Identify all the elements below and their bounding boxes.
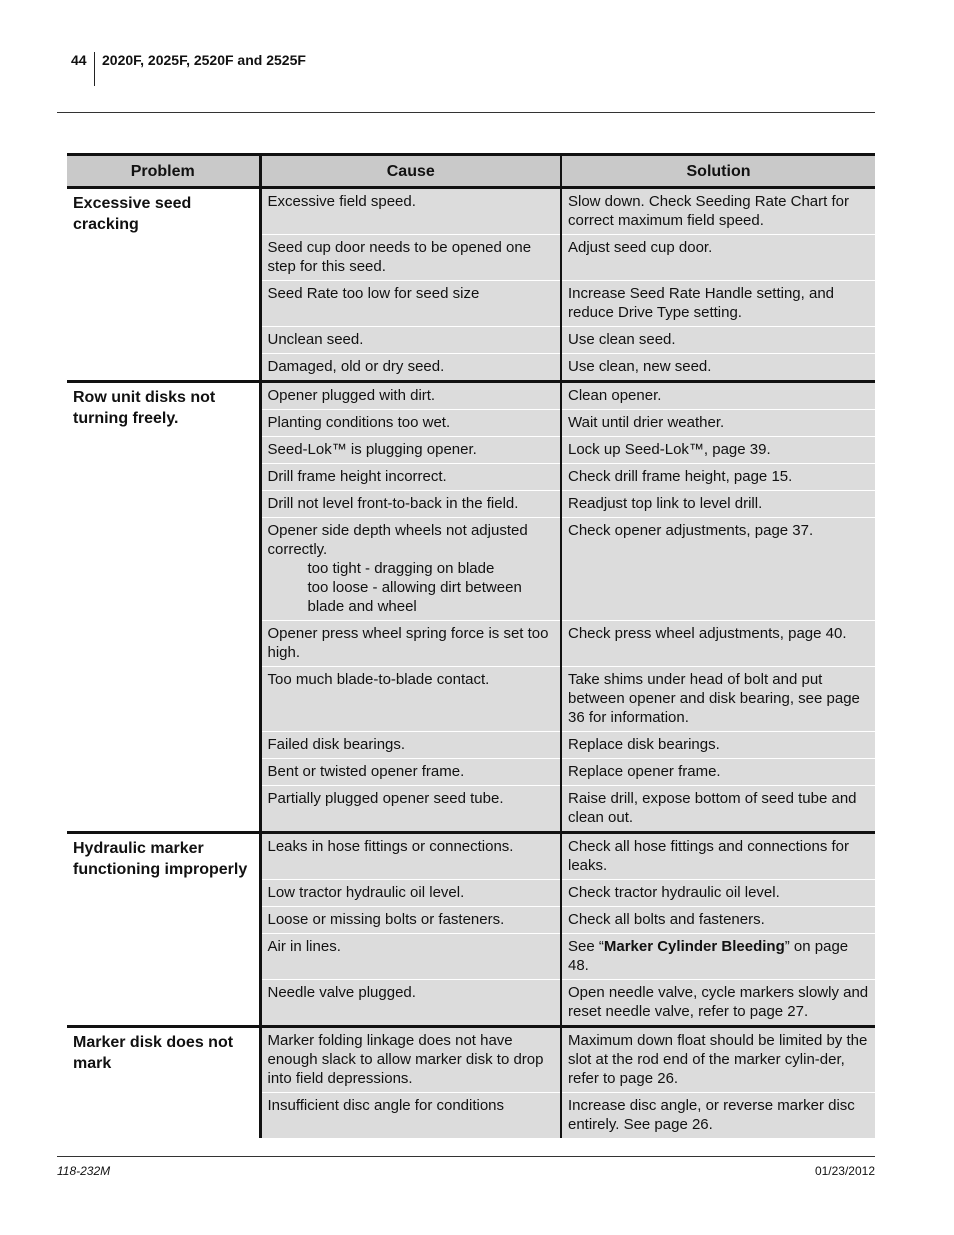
cause-cell [260, 518, 561, 621]
solution-cell: Maximum down float should be limited by the slot at the rod end of the marker cylin-der, refer to page 26. [561, 1027, 875, 1093]
document-number: 118-232M [57, 1164, 111, 1178]
problem-cell: Excessive seed cracking [67, 188, 260, 382]
cause-cell: Seed cup door needs to be opened one step for this seed. [260, 235, 561, 281]
problem-cell: Row unit disks not turning freely. [67, 382, 260, 833]
cause-cell: Too much blade-to-blade contact. [260, 667, 561, 732]
solution-text: See “ [568, 938, 604, 955]
cause-cell: Excessive field speed. [260, 188, 561, 235]
solution-cell: Take shims under head of bolt and put between opener and disk bearing, see page 36 for information. [561, 667, 875, 732]
table-row [67, 188, 875, 235]
table-row [67, 833, 875, 880]
cause-cell: Unclean seed. [260, 327, 561, 354]
cause-subitem: too loose - allowing dirt between blade and wheel [307, 579, 522, 615]
table-row [67, 1027, 875, 1093]
solution-cell: Lock up Seed-Lok™, page 39. [561, 437, 875, 464]
solution-cell: Check all bolts and fasteners. [561, 907, 875, 934]
cause-cell: Insufficient disc angle for conditions [260, 1093, 561, 1139]
header-divider [94, 52, 95, 86]
cause-cell: Air in lines. [260, 934, 561, 980]
solution-cell: Use clean seed. [561, 327, 875, 354]
cause-cell: Partially plugged opener seed tube. [260, 786, 561, 833]
cause-cell: Needle valve plugged. [260, 980, 561, 1027]
problem-column-header: Problem [67, 155, 260, 188]
solution-cell [561, 934, 875, 980]
solution-cell: Increase Seed Rate Handle setting, and reduce Drive Type setting. [561, 281, 875, 327]
cause-cell: Loose or missing bolts or fasteners. [260, 907, 561, 934]
solution-cell: Replace disk bearings. [561, 732, 875, 759]
solution-cell: Check press wheel adjustments, page 40. [561, 621, 875, 667]
troubleshooting-table [67, 153, 875, 1138]
solution-column-header: Solution [561, 155, 875, 188]
solution-cell: Replace opener frame. [561, 759, 875, 786]
page-number: 44 [71, 52, 87, 68]
solution-cell: Check opener adjustments, page 37. [561, 518, 875, 621]
cause-cell: Marker folding linkage does not have enough slack to allow marker disk to drop into field depressions. [260, 1027, 561, 1093]
cause-cell: Leaks in hose fittings or connections. [260, 833, 561, 880]
solution-cell: Readjust top link to level drill. [561, 491, 875, 518]
table-header-row [67, 155, 875, 188]
cause-column-header: Cause [260, 155, 561, 188]
solution-cell: Adjust seed cup door. [561, 235, 875, 281]
solution-cell: Open needle valve, cycle markers slowly and reset needle valve, refer to page 27. [561, 980, 875, 1027]
cause-subitem: too tight - dragging on blade [307, 560, 495, 577]
solution-cell: Wait until drier weather. [561, 410, 875, 437]
cause-cell: Drill not level front-to-back in the field. [260, 491, 561, 518]
cause-cell: Drill frame height incorrect. [260, 464, 561, 491]
cause-cell: Planting conditions too wet. [260, 410, 561, 437]
cause-cell: Bent or twisted opener frame. [260, 759, 561, 786]
manual-title: 2020F, 2025F, 2520F and 2525F [102, 52, 306, 68]
solution-cell: Check drill frame height, page 15. [561, 464, 875, 491]
solution-cell: Raise drill, expose bottom of seed tube and clean out. [561, 786, 875, 833]
cause-cell: Damaged, old or dry seed. [260, 354, 561, 382]
cause-cell: Opener press wheel spring force is set too high. [260, 621, 561, 667]
cause-text: Opener side depth wheels not adjusted correctly. [267, 522, 528, 558]
cause-cell: Seed-Lok™ is plugging opener. [260, 437, 561, 464]
header-rule [57, 112, 875, 113]
solution-cell: Slow down. Check Seeding Rate Chart for correct maximum field speed. [561, 188, 875, 235]
problem-cell: Hydraulic marker functioning improperly [67, 833, 260, 1027]
solution-cell: Check all hose fittings and connections for leaks. [561, 833, 875, 880]
cause-cell: Opener plugged with dirt. [260, 382, 561, 410]
solution-cell: Check tractor hydraulic oil level. [561, 880, 875, 907]
solution-cell: Increase disc angle, or reverse marker disc entirely. See page 26. [561, 1093, 875, 1139]
problem-cell: Marker disk does not mark [67, 1027, 260, 1139]
cause-cell: Low tractor hydraulic oil level. [260, 880, 561, 907]
solution-cell: Clean opener. [561, 382, 875, 410]
document-date: 01/23/2012 [814, 1164, 875, 1178]
cause-cell: Seed Rate too low for seed size [260, 281, 561, 327]
section-reference: Marker Cylinder Bleeding [603, 938, 785, 955]
solution-text: ” on page 48. [568, 938, 849, 974]
solution-cell: Use clean, new seed. [561, 354, 875, 382]
cause-cell: Failed disk bearings. [260, 732, 561, 759]
footer-rule [57, 1156, 875, 1157]
table-row [67, 382, 875, 410]
